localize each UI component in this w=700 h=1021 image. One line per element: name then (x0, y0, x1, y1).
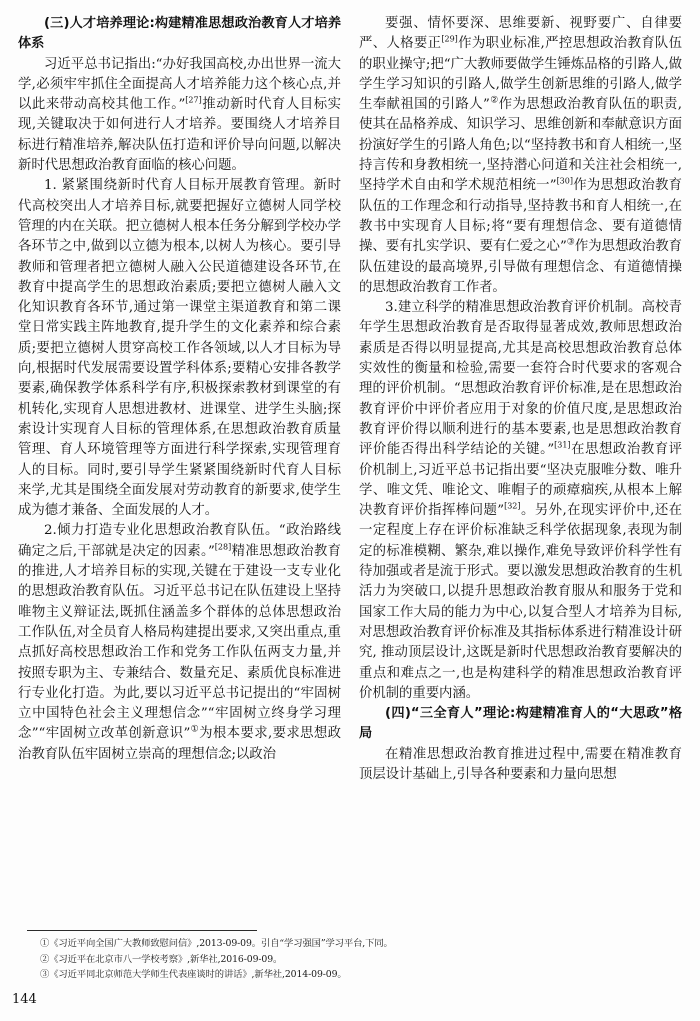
paragraph: 3.建立科学的精准思想政治教育评价机制。高校青年学生思想政治教育是否取得显著成效,教师思想政治素质是否得以明显提高,尤其是高校思想政治教育总体实效性的衡量和检验,需要一套符合时代要求的客观合理的评价机制。“思想政治教育评价标准,是在思想政治教育评价中评价者应用于对象的价值尺度,是思想政治教育评价得以顺利进行的基本要素,也是思想政治教育评价能否得出科学结论的关键。”[31]在思想政治教育评价机制上,习近平总书记指出要“坚决克服唯分数、唯升学、唯文凭、唯论文、唯帽子的顽瘴痼疾,从根本上解决教育评价指挥棒问题”[32]。另外,在现实评价中,还在一定程度上存在评价标准缺乏科学依据现象,表现为制定的标准模糊、繁杂,难以操作,难免导致评价科学性有待加强或者是流于形式。要以激发思想政治教育的生机活力为突破口,以提升思想政治教育服从和服务于党和国家工作大局的能力为中心,以复合型人才培养为目标,对思想政治教育评价标准及其指标体系进行精准设计研究, 推动顶层设计,这既是新时代思想政治教育要解决的重点和难点之一,也是构建科学的精准思想政治教育评价机制的重要内涵。 (359, 300, 682, 701)
page-number: 144 (12, 992, 37, 1007)
footnote-item: ②《习近平在北京市八一学校考察》,新华社,2016-09-09。 (40, 953, 283, 965)
citation-marker: [32] (504, 501, 521, 511)
footnote-item: ①《习近平向全国广大教师致慰问信》,2013-09-09。引自“学习强国”学习平台,下同。 (40, 938, 393, 949)
left-column (18, 14, 341, 919)
paragraph: 习近平总书记指出:“办好我国高校,办出世界一流大学,必须牢牢抓住全面提高人才培养能力这个核心点,并以此来带动高校其他工作。”[27]推动新时代育人目标实现,关键取决于如何进行人才培养。要围绕人才培养目标进行精准培养,解决队伍打造和评价导向问题,以解决新时代思想政治教育面临的核心问题。 (18, 56, 341, 174)
citation-marker: [29] (441, 34, 458, 44)
footnote-marker: ① (190, 724, 200, 735)
right-column-heading: (四)“三全育人”理论:构建精准育人的“大思政”格局 (359, 706, 682, 742)
paragraph: 1. 紧紧围绕新时代育人目标开展教育管理。新时代高校突出人才培养目标,就要把握好立德树人同学校管理的内在关联。把立德树人根本任务分解到学校办学各环节之中,做到以立德为根本,以树人为核心。要引导教师和管理者把立德树人融入公民道德建设各环节,在教育中提高学生的思想政治素质;要把立德树人融入文化知识教育各环节,通过第一课堂主渠道教育和第二课堂日常实践主阵地教育,提升学生的文化素养和综合素质;要把立德树人贯穿高校工作各领域,以人才目标为导向,根据时代发展需要设置学科体系;要精心安排各教学要素,确保教学体系科学有序,积极探索教材到课堂的有机转化,实现育人思想进教材、进课堂、进学生头脑;探索设计实现育人目标的管理体系,在思想政治教育质量管理、育人环境管理等方面进行科学探索,实现管理育人的目标。同时,要引导学生紧紧围绕新时代育人目标来学,尤其是围绕全面发展对劳动教育的新要求,使学生成为德才兼备、全面发展的人才。 (18, 178, 341, 519)
footnote-separator-rule (27, 930, 257, 931)
left-column-heading: (三)人才培养理论:构建精准思想政治教育人才培养体系 (18, 16, 341, 52)
paragraph: 2.倾力打造专业化思想政治教育队伍。“政治路线确定之后,干部就是决定的因素。”[28]精准思想政治教育的推进,人才培养目标的实现,关键在于建设一支专业化的思想政治教育队伍。习近平总书记在队伍建设上坚持唯物主义辩证法,既抓住涵盖多个群体的总体思想政治工作队伍,对全员育人格局构建提出要求,又突出重点,重点抓好高校思想政治工作和党务工作队伍两支力量,并按照专职为主、专兼结合、数量充足、素质优良标准进行专业化打造。为此,要以习近平总书记提出的“牢固树立中国特色社会主义理想信念”“牢固树立终身学习理念”“牢固树立改革创新意识”①为根本要求,要求思想政治教育队伍牢固树立崇高的理想信念;以政治 (18, 523, 341, 762)
citation-marker: [27] (185, 95, 202, 105)
paragraph: 要强、情怀要深、思维要新、视野要广、自律要严、人格要正[29]作为职业标准,严控思想政治教育队伍的职业操守;把“广大教师要做学生锤炼品格的引路人,做学生学习知识的引路人,做学生创新思维的引路人,做学生奉献祖国的引路人”②作为思想政治教育队伍的职责,使其在品格养成、知识学习、思维创新和奉献意识方面扮演好学生的引路人角色;以“坚持教书和育人相统一,坚持言传和身教相统一,坚持潜心问道和关注社会相统一,坚持学术自由和学术规范相统一”[30]作为思想政治教育队伍的工作理念和行动指导,坚持教书和育人相统一,在教书中实现育人目标;将“要有理想信念、要有道德情操、要有扎实学识、要有仁爱之心”③作为思想政治教育队伍建设的最高境界,引导做有理想信念、有道德情操的思想政治教育工作者。 (359, 16, 682, 295)
footnote-marker: ③ (566, 237, 575, 248)
paragraph: 在精准思想政治教育推进过程中,需要在精准教育顶层设计基础上,引导各种要素和力量向思想 (359, 746, 682, 782)
footnote-item: ③《习近平同北京师范大学师生代表座谈时的讲话》,新华社,2014-09-09。 (40, 969, 347, 981)
footnote-marker: ② (489, 95, 499, 106)
citation-marker: [28] (214, 542, 232, 552)
citation-marker: [31] (554, 440, 571, 450)
two-column-body (18, 14, 682, 919)
right-column (359, 14, 682, 919)
citation-marker: [30] (556, 176, 573, 186)
footnote-list (40, 936, 680, 983)
